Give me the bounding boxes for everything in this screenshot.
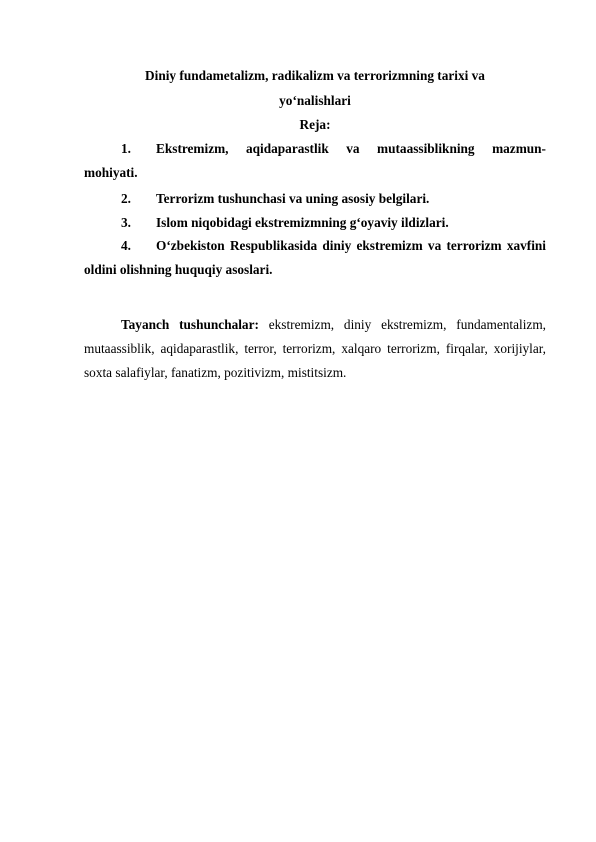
plan-item-text: O‘zbekiston Respublikasida diniy ekstremizm va terrorizm xavfini (156, 238, 546, 253)
plan-item-2 (84, 187, 546, 211)
plan-item-4 (84, 234, 546, 282)
plan-item-text: Ekstremizm, aqidaparastlik va mutaassiblikning mazmun- (156, 141, 546, 156)
key-concepts-line-1 (84, 313, 546, 337)
key-concepts-line-2: mutaassiblik, aqidaparastlik, terror, terrorizm, xalqaro terrorizm, firqalar, xorijiylar, (84, 341, 546, 356)
plan-item-text-continued: oldini olishning huquqiy asoslari. (84, 262, 273, 277)
plan-heading: Reja: (299, 117, 331, 132)
plan-item-text-continued: mohiyati. (84, 165, 138, 180)
plan-item-text: Islom niqobidagi ekstremizmning g‘oyaviy ildizlari. (156, 215, 449, 230)
key-concepts-label: Tayanch tushunchalar: (121, 317, 259, 332)
key-concepts-text: ekstremizm, diniy ekstremizm, fundamentalizm, (268, 317, 546, 332)
plan-item-number: 4. (121, 238, 131, 253)
document-title-line-2: yo‘nalishlari (279, 93, 351, 108)
plan-item-number: 3. (121, 215, 131, 230)
key-concepts-paragraph (84, 313, 546, 385)
plan-item-text: Terrorizm tushunchasi va uning asosiy belgilari. (156, 191, 430, 206)
key-concepts-line-3: soxta salafiylar, fanatizm, pozitivizm, mistitsizm. (84, 365, 347, 380)
document-title-line-1: Diniy fundametalizm, radikalizm va terrorizmning tarixi va (145, 68, 485, 83)
plan-item-1 (84, 137, 546, 185)
plan-item-number: 1. (121, 141, 131, 156)
plan-item-number: 2. (121, 191, 131, 206)
plan-item-3 (84, 211, 546, 235)
